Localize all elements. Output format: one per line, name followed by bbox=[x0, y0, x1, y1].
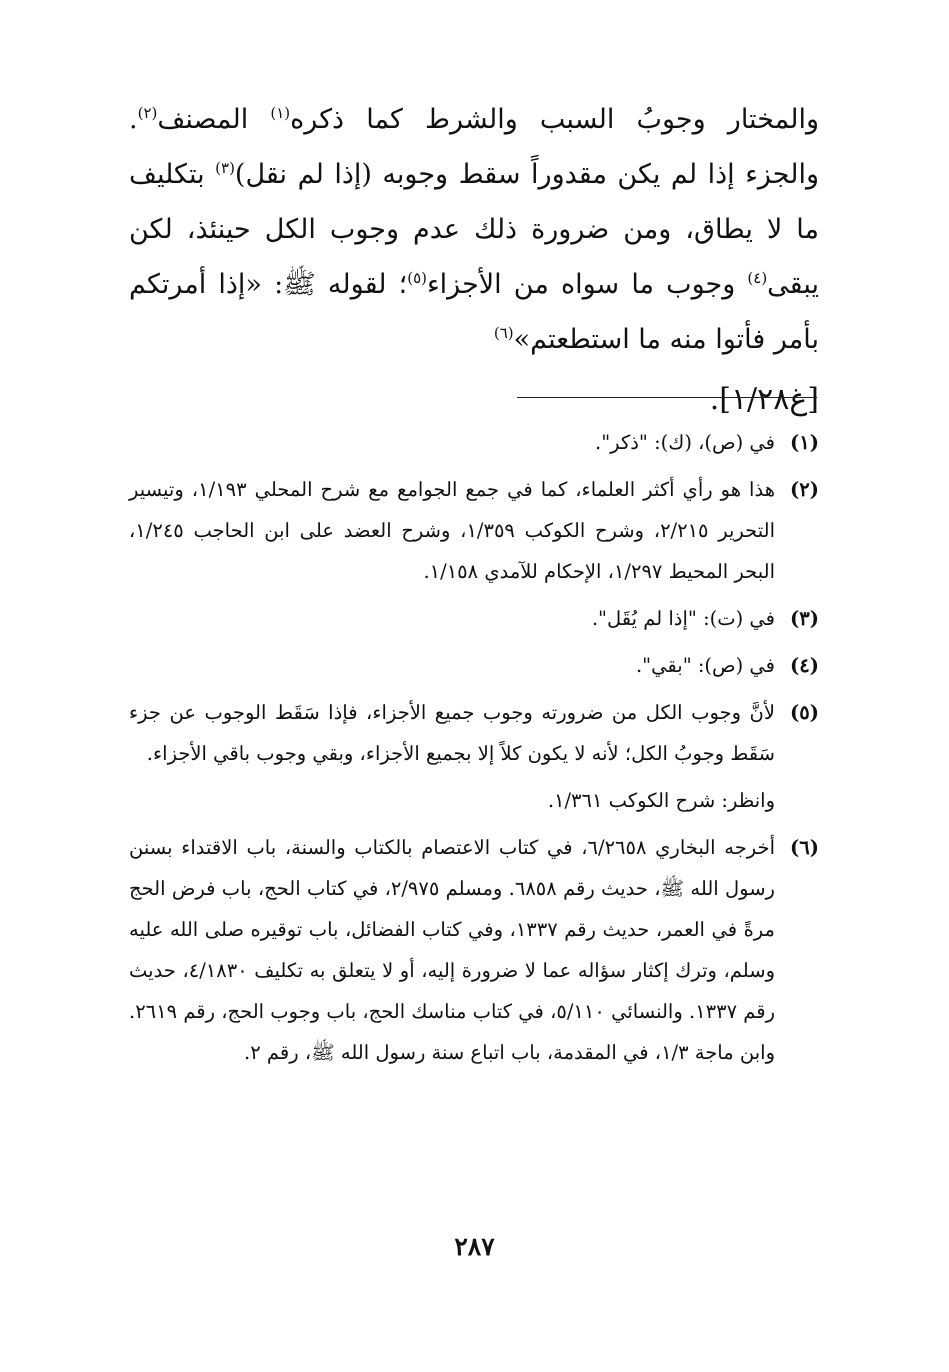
folio-reference: [غ١/٢٨]. bbox=[709, 382, 819, 417]
footnote-ref[interactable]: (٥) bbox=[407, 269, 427, 287]
footnote-number: (٢) bbox=[790, 478, 819, 501]
main-paragraph bbox=[129, 92, 819, 367]
footnotes-section bbox=[129, 422, 819, 1079]
footnote-5 bbox=[129, 692, 819, 774]
footnote-number: (٣) bbox=[790, 607, 819, 630]
footnote-number: (٦) bbox=[790, 836, 819, 859]
footnote-ref[interactable]: (٢) bbox=[137, 104, 158, 122]
footnote-number: (٥) bbox=[790, 701, 819, 724]
footnote-1 bbox=[129, 422, 819, 463]
page-number: ٢٨٧ bbox=[454, 1232, 495, 1261]
footnote-6 bbox=[129, 827, 819, 1073]
footnote-3 bbox=[129, 598, 819, 639]
footnote-5-see-also: وانظر: شرح الكوكب ١/٣٦١. bbox=[547, 789, 775, 812]
main-segment: . والجزء إذا لم يكن مقدوراً سقط وجوبه (إذا لم نقل) bbox=[129, 104, 819, 190]
footnote-text: في (ت): "إذا لم يُقَل". bbox=[591, 607, 775, 630]
footnote-number: (١) bbox=[790, 431, 819, 454]
footnote-2 bbox=[129, 469, 819, 592]
footnote-text: هذا هو رأي أكثر العلماء، كما في جمع الجوامع مع شرح المحلي ١/١٩٣، وتيسير التحرير ٢/٢١٥، وشرح الكوكب ١/٣٥٩، وشرح العضد على ابن الحاجب ١/٢٤٥، البحر المحيط ١/٢٩٧، الإحكام للآمدي ١/١٥٨. bbox=[129, 478, 776, 583]
footnote-ref[interactable]: (٤) bbox=[747, 269, 768, 287]
main-segment: وجوب ما سواه من الأجزاء bbox=[426, 269, 748, 300]
footnote-ref[interactable]: (١) bbox=[270, 104, 291, 122]
footnote-4 bbox=[129, 645, 819, 686]
footnote-number: (٤) bbox=[790, 654, 819, 677]
main-segment: المصنف bbox=[157, 104, 271, 135]
footnote-text: في (ص): "بقي". bbox=[635, 654, 775, 677]
footnote-ref[interactable]: (٣) bbox=[215, 159, 235, 177]
main-segment: ؛ لقوله ﷺ: «إذا أمرتكم بأمر فأتوا منه ما استطعتم» bbox=[129, 269, 819, 355]
main-segment: والمختار وجوبُ السبب والشرط كما ذكره bbox=[290, 104, 819, 135]
main-segment: بتكليف ما لا يطاق، ومن ضرورة ذلك عدم وجوب الكل حينئذ، لكن يبقى bbox=[129, 159, 819, 300]
footnote-text: لأنَّ وجوب الكل من ضرورته وجوب جميع الأجزاء، فإذا سَقَط الوجوب عن جزء سَقَط وجوبُ الكل؛ لأنه لا يكون كلاً إلا بجميع الأجزاء، وبقي وجوب باقي الأجزاء. bbox=[129, 701, 775, 765]
main-text bbox=[129, 92, 819, 427]
footnote-text: أخرجه البخاري ٦/٢٦٥٨، في كتاب الاعتصام بالكتاب والسنة، باب الاقتداء بسنن رسول الله ﷺ، حديث رقم ٦٨٥٨. ومسلم ٢/٩٧٥، في كتاب الحج، باب فرض الحج مرةً في العمر، حديث رقم ١٣٣٧، وفي كتاب الفضائل، باب توقيره صلى الله عليه وسلم، وترك إكثار سؤاله عما لا ضرورة إليه، أو لا يتعلق به تكليف ٤/١٨٣٠، حديث رقم ١٣٣٧. والنسائي ٥/١١٠، في كتاب مناسك الحج، باب وجوب الحج، رقم ٢٦١٩. وابن ماجة ١/٣، في المقدمة، باب اتباع سنة رسول الله ﷺ، رقم ٢. bbox=[129, 836, 776, 1064]
footnote-ref[interactable]: (٦) bbox=[493, 324, 514, 342]
footnote-text: في (ص)، (ك): "ذكر". bbox=[595, 431, 775, 454]
footnote-separator bbox=[517, 397, 817, 398]
